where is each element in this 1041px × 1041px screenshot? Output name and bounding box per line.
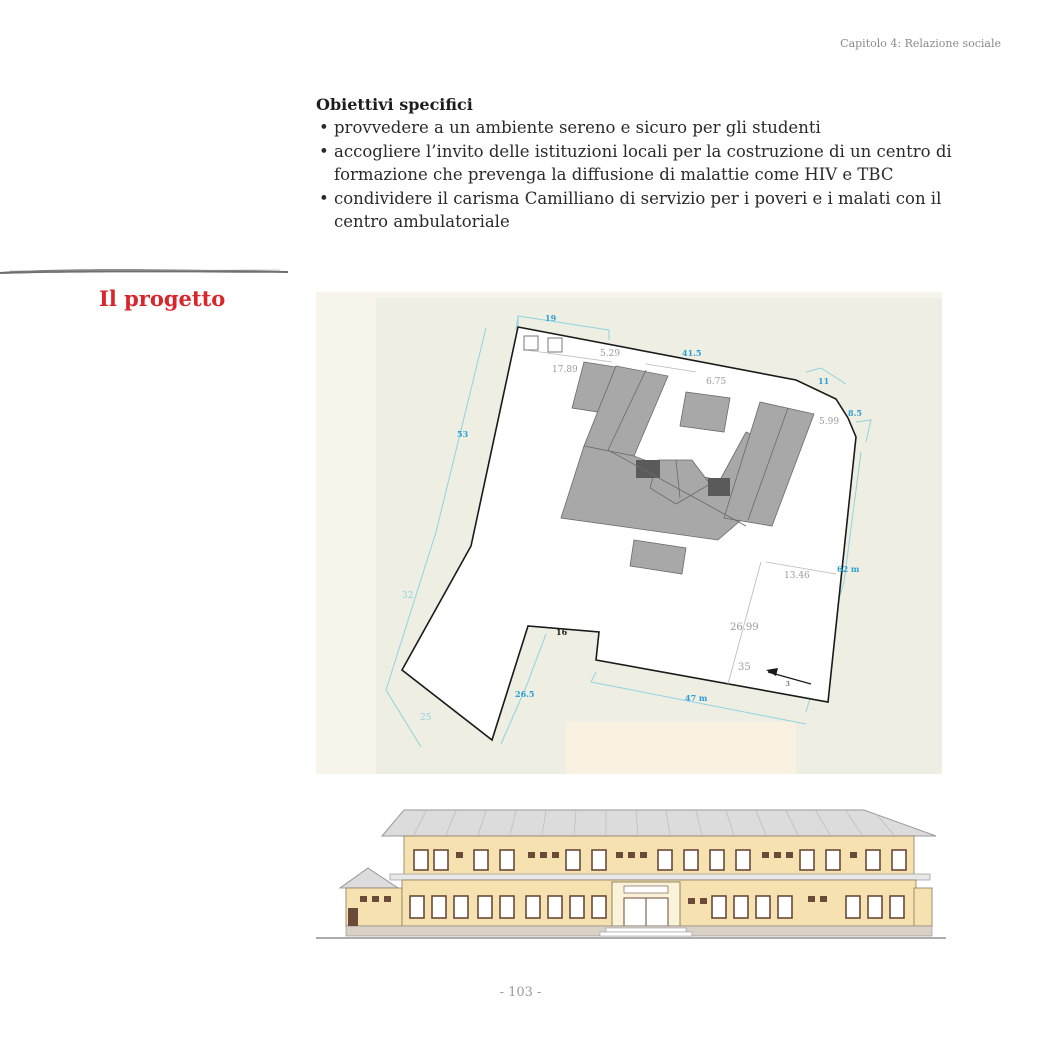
objective-item: • accogliere l’invito delle istituzioni locali per la costruzione di un centro di formazione che prevenga la diffusione di malattie come HIV e TBC (316, 140, 956, 187)
dim-5-29: 5.29 (600, 349, 621, 359)
dim-13-46: 13.46 (784, 571, 810, 581)
dim-53: 53 (457, 429, 469, 439)
objective-item: • provvedere a un ambiente sereno e sicuro per gli studenti (316, 116, 956, 140)
dim-16: 16 (556, 627, 568, 637)
site-plan-drawing (316, 292, 942, 774)
hut-left (524, 336, 538, 350)
dim-25: 25 (420, 713, 432, 723)
annex-roof (340, 868, 398, 888)
dim-6-75: 6.75 (706, 377, 727, 387)
section-title: Il progetto (99, 286, 226, 311)
dim-32: 32 (402, 591, 414, 601)
entrance-door-right (646, 898, 668, 926)
dim-3: 3 (786, 681, 790, 688)
brush-divider (0, 266, 288, 276)
entrance-door-left (624, 898, 646, 926)
dim-26-5: 26.5 (515, 689, 535, 699)
dim-35: 35 (738, 662, 751, 673)
upper-windows (414, 850, 906, 870)
dim-17-89: 17.89 (552, 365, 578, 375)
entrance-steps (600, 928, 692, 936)
dim-62: 62 m (837, 564, 860, 574)
dim-19: 19 (545, 313, 557, 323)
entrance-sign (624, 886, 668, 893)
annex-door (348, 908, 358, 926)
building-elevation (316, 806, 946, 942)
objectives-title: Obiettivi specifici (316, 95, 473, 114)
dim-41-5: 41.5 (682, 348, 702, 358)
running-header: Capitolo 4: Relazione sociale (840, 37, 1001, 50)
dim-11: 11 (818, 376, 830, 386)
page-number: - 103 - (499, 985, 542, 1000)
floor-band (390, 874, 930, 880)
dim-8-5: 8.5 (848, 408, 862, 418)
objective-item: • condividere il carisma Camilliano di servizio per i poveri e i malati con il centro ambulatoriale (316, 187, 956, 234)
dim-47: 47 m (685, 693, 708, 703)
site-plan-title-block (566, 722, 796, 774)
objectives-block (316, 95, 956, 234)
hut-right (548, 338, 562, 352)
dim-26-99: 26.99 (730, 622, 759, 633)
right-annex (914, 888, 932, 926)
dim-5-99: 5.99 (819, 417, 840, 427)
main-roof (382, 810, 936, 836)
objectives-list (316, 116, 956, 234)
